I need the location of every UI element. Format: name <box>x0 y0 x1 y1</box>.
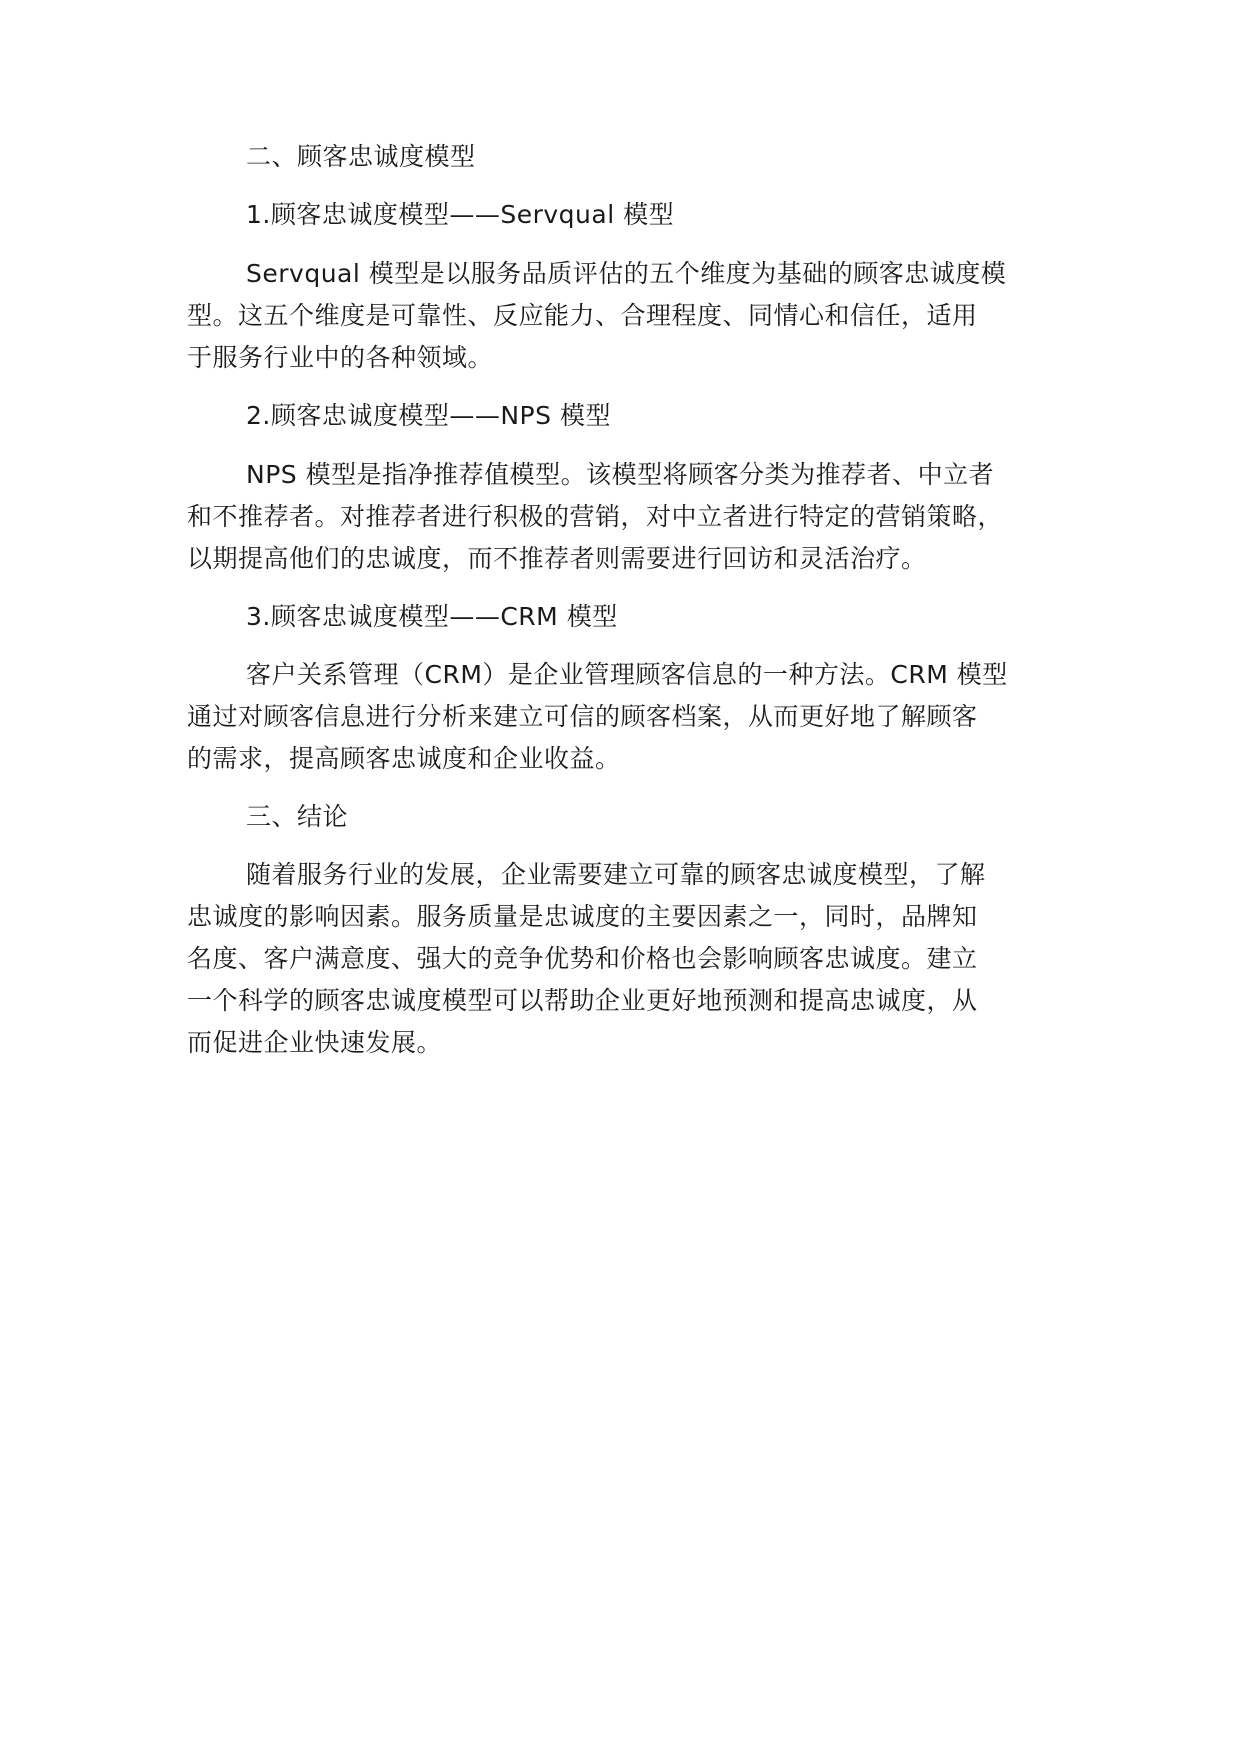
paragraph-line: 以期提高他们的忠诚度，而不推荐者则需要进行回访和灵活治疗。 <box>187 544 927 573</box>
paragraph-line: 名度、客户满意度、强大的竞争优势和价格也会影响顾客忠诚度。建立 <box>187 944 978 973</box>
paragraph-line: NPS 模型是指净推荐值模型。该模型将顾客分类为推荐者、中立者 <box>246 460 995 489</box>
heading-line: 1.顾客忠诚度模型——Servqual 模型 <box>246 200 675 229</box>
paragraph-line: 型。这五个维度是可靠性、反应能力、合理程度、同情心和信任，适用 <box>187 301 978 330</box>
heading-line: 三、结论 <box>246 802 349 831</box>
paragraph-line: 忠诚度的影响因素。服务质量是忠诚度的主要因素之一，同时，品牌知 <box>187 902 978 931</box>
paragraph-line: 而促进企业快速发展。 <box>187 1028 443 1057</box>
paragraph-line: 客户关系管理（CRM）是企业管理顾客信息的一种方法。CRM 模型 <box>246 660 1008 689</box>
paragraph-line: 和不推荐者。对推荐者进行积极的营销，对中立者进行特定的营销策略， <box>187 502 1004 531</box>
paragraph-line: 随着服务行业的发展，企业需要建立可靠的顾客忠诚度模型，了解 <box>246 860 986 889</box>
paragraph-line: 于服务行业中的各种领域。 <box>187 343 494 372</box>
paragraph-line: 通过对顾客信息进行分析来建立可信的顾客档案，从而更好地了解顾客 <box>187 702 978 731</box>
heading-line: 二、顾客忠诚度模型 <box>246 142 476 171</box>
paragraph-line: 的需求，提高顾客忠诚度和企业收益。 <box>187 744 621 773</box>
heading-line: 2.顾客忠诚度模型——NPS 模型 <box>246 401 611 430</box>
heading-line: 3.顾客忠诚度模型——CRM 模型 <box>246 602 618 631</box>
paragraph-line: 一个科学的顾客忠诚度模型可以帮助企业更好地预测和提高忠诚度，从 <box>187 986 978 1015</box>
paragraph-line: Servqual 模型是以服务品质评估的五个维度为基础的顾客忠诚度模 <box>246 259 1007 288</box>
